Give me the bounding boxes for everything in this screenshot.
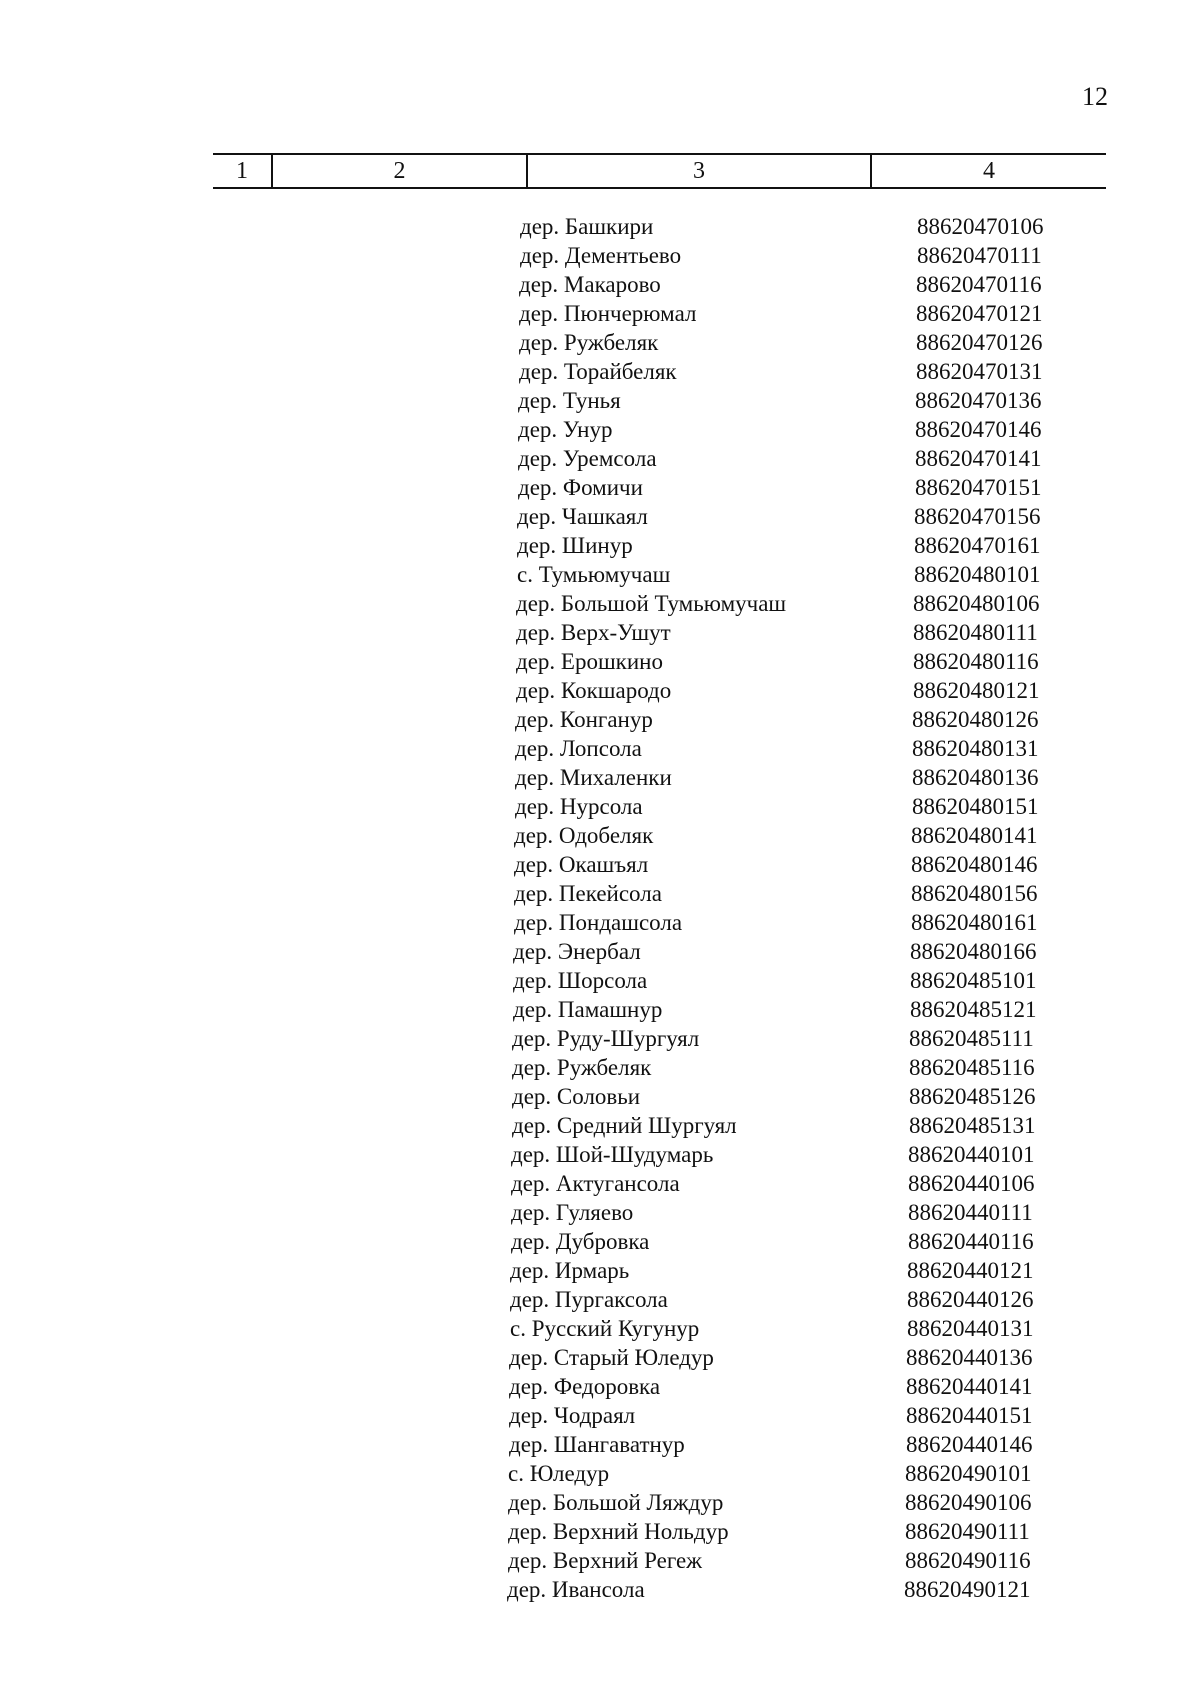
oktmo-code: 88620485111: [909, 1026, 1034, 1051]
table-row: [0, 850, 1200, 879]
settlement-name: дер. Фомичи: [518, 475, 643, 500]
settlement-name: дер. Конганур: [515, 707, 653, 732]
settlement-name: дер. Торайбеляк: [519, 359, 677, 384]
oktmo-code: 88620480136: [912, 765, 1039, 790]
settlement-name: дер. Большой Тумьюмучаш: [516, 591, 787, 616]
table-row: [0, 1285, 1200, 1314]
settlement-name: дер. Тунья: [518, 388, 621, 413]
table-header: [213, 153, 1106, 189]
settlement-name: дер. Чашкаял: [517, 504, 648, 529]
oktmo-code: 88620470141: [915, 446, 1042, 471]
oktmo-code: 88620480101: [914, 562, 1041, 587]
oktmo-code: 88620480151: [912, 794, 1039, 819]
table-row: [0, 357, 1200, 386]
oktmo-code: 88620470116: [916, 272, 1042, 297]
table-row: [0, 560, 1200, 589]
table-row: [0, 1111, 1200, 1140]
oktmo-code: 88620485116: [909, 1055, 1035, 1080]
settlement-name: с. Тумьюмучаш: [517, 562, 671, 587]
settlement-name: дер. Старый Юледур: [509, 1345, 714, 1370]
oktmo-code: 88620480141: [911, 823, 1038, 848]
settlement-name: дер. Михаленки: [515, 765, 672, 790]
table-row: [0, 1227, 1200, 1256]
settlement-name: дер. Большой Ляждур: [508, 1490, 724, 1515]
table-row: [0, 1256, 1200, 1285]
table-row: [0, 821, 1200, 850]
oktmo-code: 88620480161: [911, 910, 1038, 935]
table-row: [0, 531, 1200, 560]
table-row: [0, 270, 1200, 299]
table-row: [0, 1314, 1200, 1343]
settlement-name: дер. Ружбеляк: [519, 330, 659, 355]
oktmo-code: 88620440151: [906, 1403, 1033, 1428]
oktmo-code: 88620470106: [917, 214, 1044, 239]
settlement-name: дер. Верхний Нольдур: [508, 1519, 729, 1544]
table-row: [0, 473, 1200, 502]
table-row: [0, 1024, 1200, 1053]
oktmo-code: 88620480131: [912, 736, 1039, 761]
oktmo-code: 88620490106: [905, 1490, 1032, 1515]
column-header-4: 4: [870, 155, 1106, 187]
table-row: [0, 763, 1200, 792]
oktmo-code: 88620490101: [905, 1461, 1032, 1486]
oktmo-code: 88620440126: [907, 1287, 1034, 1312]
settlement-name: дер. Шой-Шудумарь: [511, 1142, 714, 1167]
settlement-name: дер. Шангаватнур: [509, 1432, 685, 1457]
column-header-3: 3: [526, 155, 870, 187]
oktmo-code: 88620490121: [904, 1577, 1031, 1602]
oktmo-code: 88620440101: [908, 1142, 1035, 1167]
settlement-name: дер. Памашнур: [513, 997, 663, 1022]
oktmo-code: 88620490116: [905, 1548, 1031, 1573]
settlement-name: дер. Макарово: [519, 272, 661, 297]
oktmo-code: 88620440106: [908, 1171, 1035, 1196]
oktmo-code: 88620470111: [917, 243, 1042, 268]
oktmo-code: 88620440136: [906, 1345, 1033, 1370]
oktmo-code: 88620485131: [909, 1113, 1036, 1138]
settlement-name: с. Русский Кугунур: [510, 1316, 700, 1341]
settlement-name: дер. Кокшародо: [516, 678, 672, 703]
oktmo-code: 88620440146: [906, 1432, 1033, 1457]
oktmo-code: 88620440111: [908, 1200, 1033, 1225]
table-row: [0, 589, 1200, 618]
oktmo-code: 88620480156: [911, 881, 1038, 906]
table-row: [0, 1488, 1200, 1517]
table-row: [0, 1198, 1200, 1227]
table-row: [0, 1343, 1200, 1372]
table-row: [0, 1430, 1200, 1459]
oktmo-code: 88620480106: [913, 591, 1040, 616]
table-row: [0, 502, 1200, 531]
table-row: [0, 937, 1200, 966]
settlement-name: дер. Пондашсола: [514, 910, 683, 935]
oktmo-code: 88620440121: [907, 1258, 1034, 1283]
settlement-name: дер. Пургаксола: [510, 1287, 668, 1312]
table-row: [0, 908, 1200, 937]
settlement-name: дер. Ружбеляк: [512, 1055, 652, 1080]
settlement-name: дер. Энербал: [513, 939, 641, 964]
settlement-name: дер. Руду-Шургуял: [512, 1026, 700, 1051]
table-row: [0, 1517, 1200, 1546]
settlement-name: дер. Ивансола: [507, 1577, 645, 1602]
table-row: [0, 1140, 1200, 1169]
settlement-name: дер. Соловьи: [512, 1084, 641, 1109]
table-row: [0, 1401, 1200, 1430]
settlement-name: дер. Лопсола: [515, 736, 642, 761]
table-row: [0, 1082, 1200, 1111]
oktmo-code: 88620470126: [916, 330, 1043, 355]
table-row: [0, 1575, 1200, 1604]
oktmo-code: 88620470146: [915, 417, 1042, 442]
settlement-name: дер. Шинур: [517, 533, 633, 558]
oktmo-code: 88620485101: [910, 968, 1037, 993]
table-row: [0, 734, 1200, 763]
table-row: [0, 647, 1200, 676]
settlement-name: дер. Ирмарь: [510, 1258, 630, 1283]
table-row: [0, 1053, 1200, 1082]
table-row: [0, 705, 1200, 734]
table-row: [0, 676, 1200, 705]
settlement-name: с. Юледур: [508, 1461, 610, 1486]
settlement-name: дер. Башкири: [520, 214, 654, 239]
oktmo-code: 88620485126: [909, 1084, 1036, 1109]
oktmo-code: 88620490111: [905, 1519, 1030, 1544]
settlement-name: дер. Дубровка: [511, 1229, 650, 1254]
settlement-name: дер. Одобеляк: [514, 823, 654, 848]
table-row: [0, 1169, 1200, 1198]
table-row: [0, 995, 1200, 1024]
table-row: [0, 386, 1200, 415]
oktmo-code: 88620470121: [916, 301, 1043, 326]
oktmo-code: 88620470156: [914, 504, 1041, 529]
oktmo-code: 88620480111: [913, 620, 1038, 645]
settlement-name: дер. Актугансола: [511, 1171, 680, 1196]
settlement-name: дер. Федоровка: [509, 1374, 661, 1399]
oktmo-code: 88620480121: [913, 678, 1040, 703]
table-row: [0, 966, 1200, 995]
settlement-name: дер. Ерошкино: [516, 649, 663, 674]
oktmo-code: 88620440141: [906, 1374, 1033, 1399]
table-body: [0, 212, 1200, 1604]
table-row: [0, 879, 1200, 908]
oktmo-code: 88620470161: [914, 533, 1041, 558]
column-header-1: 1: [236, 157, 248, 184]
oktmo-code: 88620470151: [915, 475, 1042, 500]
oktmo-code: 88620480166: [910, 939, 1037, 964]
table-row: [0, 1372, 1200, 1401]
settlement-name: дер. Уремсола: [518, 446, 657, 471]
settlement-name: дер. Средний Шургуял: [512, 1113, 737, 1138]
settlement-name: дер. Гуляево: [511, 1200, 634, 1225]
oktmo-code: 88620440116: [908, 1229, 1034, 1254]
oktmo-code: 88620470136: [915, 388, 1042, 413]
settlement-name: дер. Верх-Ушут: [516, 620, 671, 645]
settlement-name: дер. Верхний Регеж: [508, 1548, 703, 1573]
oktmo-code: 88620480116: [913, 649, 1039, 674]
settlement-name: дер. Окашъял: [514, 852, 649, 877]
oktmo-code: 88620485121: [910, 997, 1037, 1022]
oktmo-code: 88620470131: [916, 359, 1043, 384]
settlement-name: дер. Пекейсола: [514, 881, 662, 906]
settlement-name: дер. Пюнчерюмал: [519, 301, 697, 326]
table-row: [0, 618, 1200, 647]
table-row: [0, 792, 1200, 821]
page-number: 12: [1082, 82, 1108, 111]
settlement-name: дер. Унур: [518, 417, 613, 442]
table-row: [0, 444, 1200, 473]
table-row: [0, 415, 1200, 444]
settlement-name: дер. Шорсола: [513, 968, 648, 993]
oktmo-code: 88620480126: [912, 707, 1039, 732]
table-row: [0, 1459, 1200, 1488]
table-row: [0, 241, 1200, 270]
settlement-name: дер. Нурсола: [515, 794, 643, 819]
oktmo-code: 88620440131: [907, 1316, 1034, 1341]
table-row: [0, 212, 1200, 241]
table-row: [0, 299, 1200, 328]
table-row: [0, 328, 1200, 357]
column-header-2: 2: [271, 155, 526, 187]
oktmo-code: 88620480146: [911, 852, 1038, 877]
table-row: [0, 1546, 1200, 1575]
settlement-name: дер. Дементьево: [520, 243, 682, 268]
settlement-name: дер. Чодраял: [509, 1403, 636, 1428]
